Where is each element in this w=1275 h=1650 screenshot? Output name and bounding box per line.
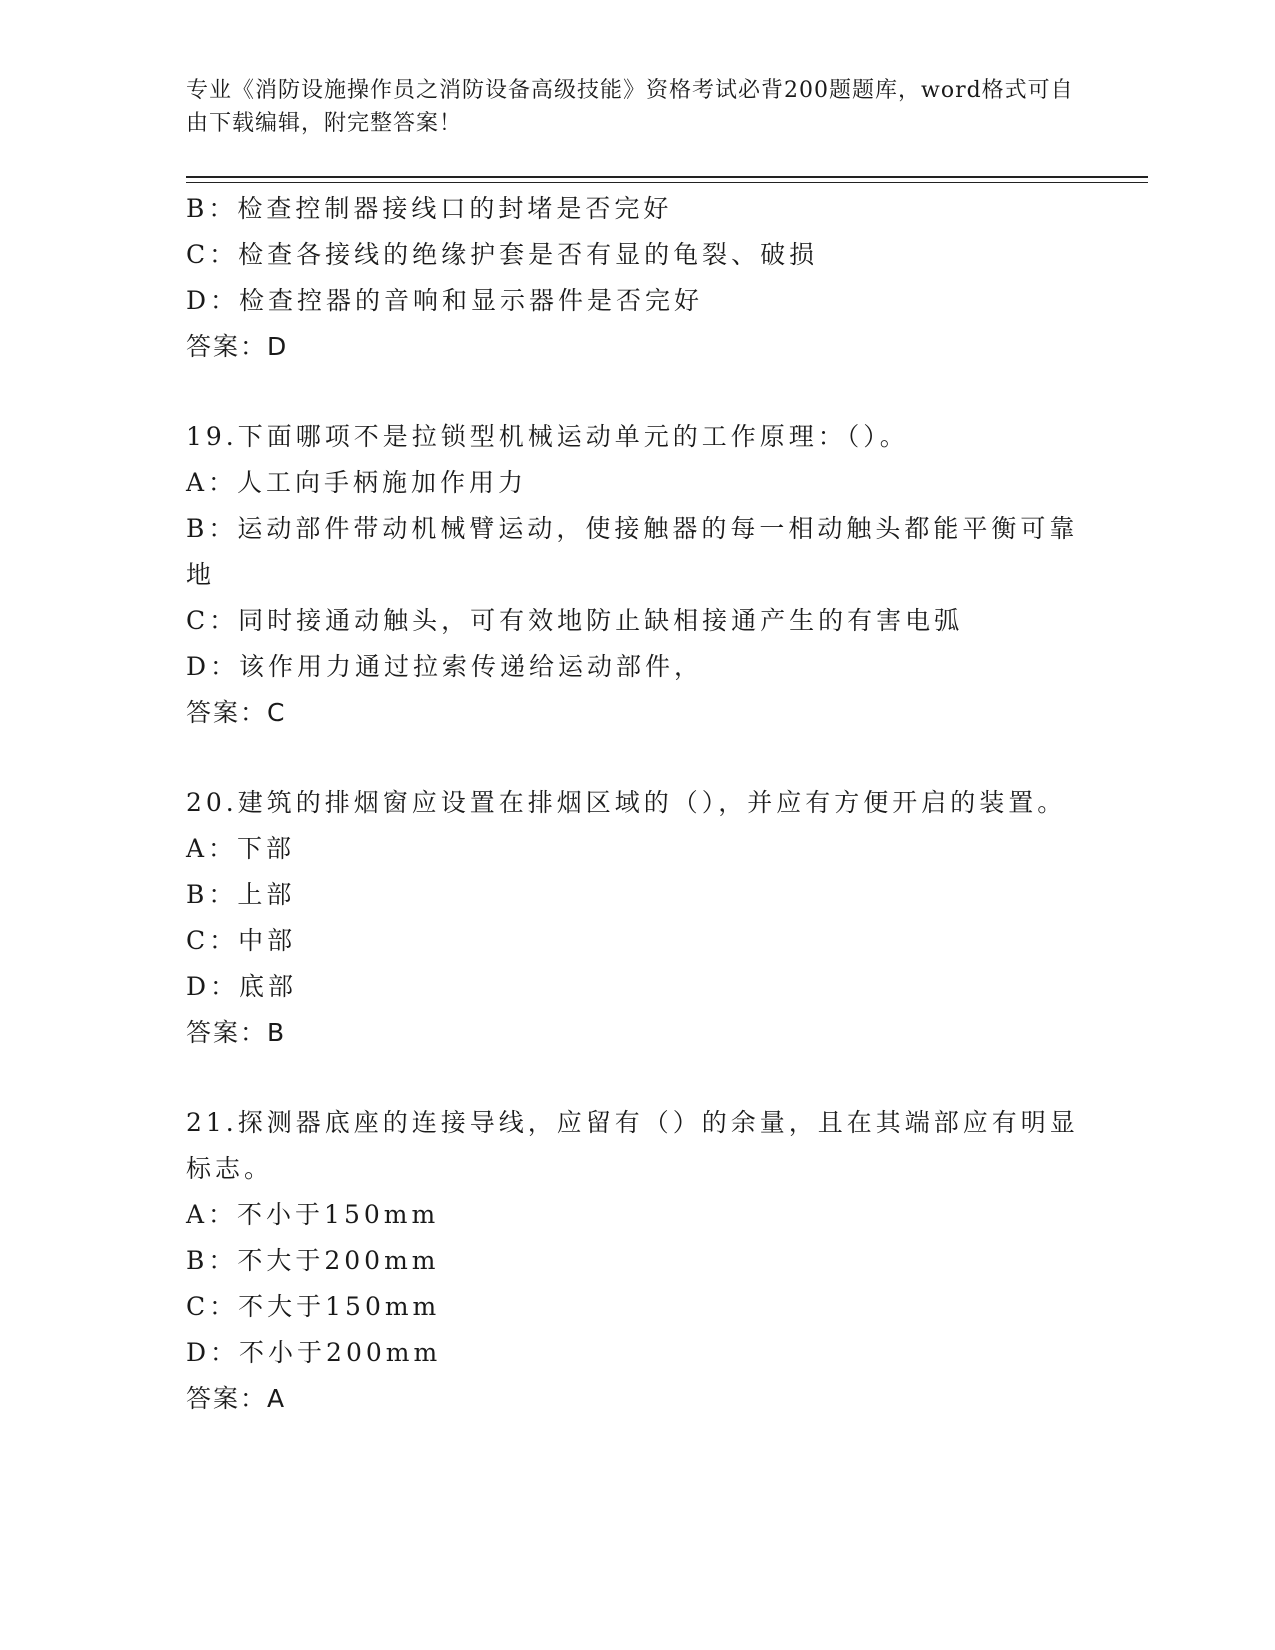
option-a: A：人工向手柄施加作用力 <box>186 468 528 497</box>
option-a: A：下部 <box>186 834 296 863</box>
option-c: C：不大于150mm <box>186 1292 441 1321</box>
spacer <box>186 736 1086 780</box>
question-block <box>186 780 1086 1056</box>
question-list <box>186 186 1086 1422</box>
option-d: D：不小于200mm <box>186 1338 442 1367</box>
answer-line: 答案：A <box>186 1384 287 1413</box>
option-c: C：检查各接线的绝缘护套是否有显的龟裂、破损 <box>186 240 819 269</box>
option-c: C：中部 <box>186 926 297 955</box>
option-d: D：底部 <box>186 972 298 1001</box>
answer-line: 答案：D <box>186 332 289 361</box>
spacer <box>186 1056 1086 1100</box>
question-block <box>186 1100 1086 1422</box>
option-b: B：运动部件带动机械臂运动，使接触器的每一相动触头都能平衡可靠地 <box>186 514 1079 589</box>
spacer <box>186 370 1086 414</box>
option-b: B：检查控制器接线口的封堵是否完好 <box>186 194 673 223</box>
option-d: D：检查控器的音响和显示器件是否完好 <box>186 286 704 315</box>
answer-line: 答案：C <box>186 698 287 727</box>
option-d: D：该作用力通过拉索传递给运动部件， <box>186 652 704 681</box>
question-stem: 21.探测器底座的连接导线，应留有（）的余量，且在其端部应有明显标志。 <box>186 1108 1079 1183</box>
document-header: 专业《消防设施操作员之消防设备高级技能》资格考试必背200题题库，word格式可自由下载编辑，附完整答案！ <box>186 78 1074 136</box>
question-block <box>186 414 1086 736</box>
question-stem: 19.下面哪项不是拉锁型机械运动单元的工作原理：（）。 <box>186 422 909 451</box>
header-rule-thick <box>186 176 1148 178</box>
header-rule-thin <box>186 182 1148 183</box>
option-c: C：同时接通动触头，可有效地防止缺相接通产生的有害电弧 <box>186 606 964 635</box>
option-b: B：不大于200mm <box>186 1246 440 1275</box>
question-block <box>186 186 1086 370</box>
question-stem: 20.建筑的排烟窗应设置在排烟区域的（），并应有方便开启的装置。 <box>186 788 1067 817</box>
answer-line: 答案：B <box>186 1018 287 1047</box>
option-b: B：上部 <box>186 880 296 909</box>
option-a: A：不小于150mm <box>186 1200 440 1229</box>
